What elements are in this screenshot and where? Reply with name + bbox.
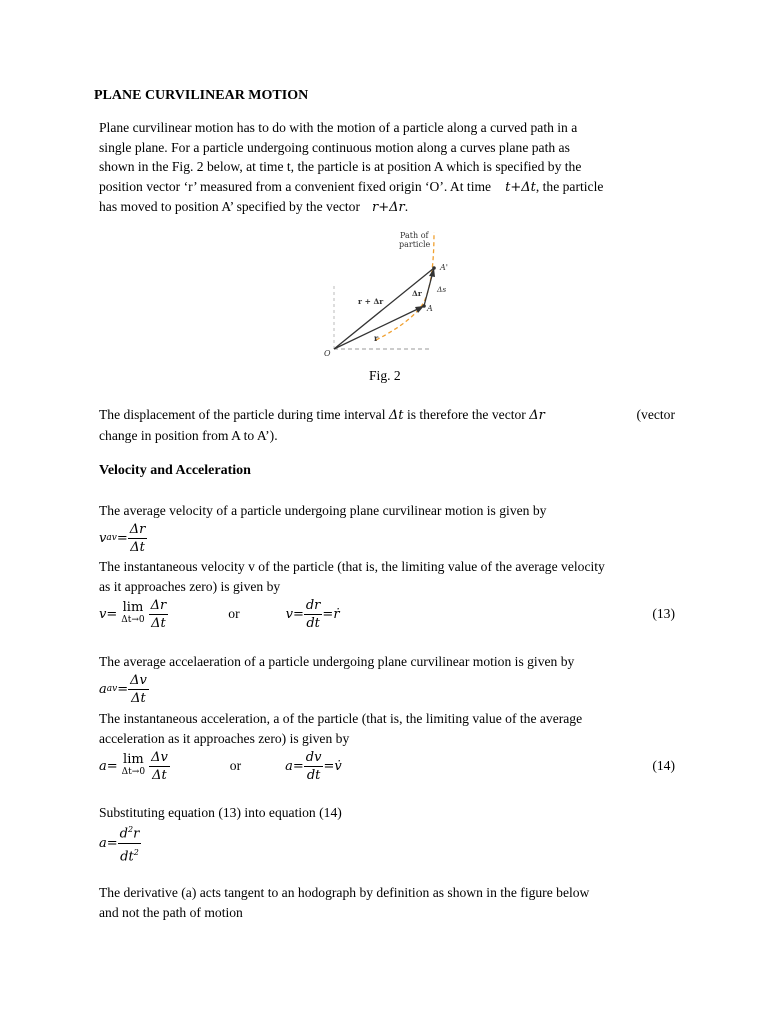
section-title: PLANE CURVILINEAR MOTION: [94, 88, 309, 103]
lim-text: lim: [123, 752, 144, 767]
eq-lhs: a: [99, 835, 107, 851]
numerator: Δv: [130, 672, 147, 688]
eq-lhs: a: [99, 758, 107, 774]
lim-sub: Δt→0: [121, 767, 146, 777]
text: (vector: [636, 407, 675, 422]
num-sup: 2: [128, 825, 134, 835]
label-A: A: [427, 304, 433, 313]
intro-text: , the particle: [535, 178, 604, 194]
inline-math: Δr: [529, 408, 545, 423]
or-word: or: [228, 606, 240, 621]
label-dr: Δr: [412, 289, 422, 298]
paragraph-line: and not the path of motion: [99, 904, 243, 920]
denominator: Δt: [151, 615, 166, 631]
denominator: Δt: [131, 690, 146, 706]
fraction: [304, 749, 324, 784]
numerator: Δr: [129, 521, 146, 537]
fraction: [118, 821, 142, 865]
paragraph-line: The instantaneous velocity v of the particle (that is, the limiting value of the average velocity: [99, 559, 605, 574]
text: is therefore the vector: [406, 407, 526, 422]
figure-caption: Fig. 2: [369, 368, 401, 383]
eq-lhs: a: [99, 681, 107, 697]
label-r-plus-dr: r + Δr: [358, 297, 384, 306]
label-r: r: [374, 333, 379, 343]
numerator: dv: [305, 749, 322, 765]
inst-velocity-paragraph: [99, 557, 675, 596]
equation-a-avg: a av = $\frac{\Delta v}{\Delta t}$: [99, 672, 147, 706]
numerator: Δr: [150, 597, 167, 613]
intro-text: position vector ‘r’ measured from a convenient fixed origin ‘O’. At time: [99, 178, 492, 194]
denominator: dt: [306, 615, 320, 631]
eq-lhs: v: [99, 530, 107, 546]
subheading: Velocity and Acceleration: [99, 463, 251, 478]
num-d: d: [119, 826, 128, 842]
fraction: [149, 597, 169, 632]
paragraph-line: The instantaneous acceleration, a of the particle (that is, the limiting value of the average: [99, 711, 583, 726]
label-A-prime: A': [440, 263, 448, 272]
lim-sub: Δt→0: [121, 615, 145, 625]
fraction: [304, 597, 323, 632]
fraction: [149, 749, 170, 784]
inline-math: Δt: [388, 408, 404, 423]
displacement-line: change in position from A to A’).: [99, 427, 278, 443]
point-A: [422, 304, 426, 308]
text: The displacement of the particle during time interval: [99, 407, 386, 422]
denominator: [118, 844, 141, 865]
eq-lhs: v: [285, 606, 293, 622]
eq-lhs: v: [99, 606, 107, 622]
intro-line: [99, 197, 675, 218]
den-sup: 2: [133, 847, 139, 857]
denominator: dt: [306, 767, 321, 783]
equation-second-derivative: a = $\frac{d^2r}{dt^2}$: [99, 824, 141, 862]
displacement-line: [99, 405, 675, 426]
fraction: [128, 521, 148, 556]
lim-text: lim: [122, 600, 144, 615]
inline-math: r+Δr: [372, 200, 405, 215]
intro-line: Plane curvilinear motion has to do with the motion of a particle along a curved path in a: [99, 120, 578, 135]
intro-paragraph: [99, 118, 675, 218]
denominator: Δt: [152, 767, 167, 783]
equation-v-avg: v av = $\frac{\Delta r}{\Delta t}$: [99, 521, 146, 555]
num-var: r: [133, 826, 140, 842]
eq-lhs: a: [285, 758, 293, 774]
intro-text: has moved to position A’ specified by the vector: [99, 199, 360, 214]
figure-2-diagram: [318, 226, 458, 358]
avg-velocity-text: The average velocity of a particle undergoing plane curvilinear motion is given by: [99, 503, 547, 518]
intro-line: [99, 177, 675, 198]
equation-14: a = lim Δt→0 $\frac{\Delta v}{\Delta t}$ or a = $\frac{dv}{dt}$ = v̇ (14): [99, 749, 675, 783]
fraction: [128, 672, 149, 707]
den-dt: dt: [120, 848, 134, 864]
eq-rhs: ṙ: [333, 606, 340, 622]
numerator: Δv: [151, 749, 168, 765]
point-A-prime: [432, 266, 436, 270]
limit: [122, 754, 145, 778]
numerator: dr: [305, 597, 321, 613]
displacement-paragraph: [99, 405, 675, 445]
denominator: Δt: [130, 539, 145, 555]
avg-accel-text: The average accelaeration of a particle undergoing plane curvilinear motion is given by: [99, 654, 575, 669]
substituting-text: Substituting equation (13) into equation (14): [99, 805, 342, 820]
path-label: particle: [399, 240, 431, 249]
inline-math: t+Δt: [505, 179, 536, 195]
intro-line: single plane. For a particle undergoing continuous motion along a curves plane path as: [99, 139, 570, 155]
label-ds: Δs: [437, 285, 447, 294]
label-O: O: [324, 349, 331, 358]
paragraph-line: acceleration as it approaches zero) is given by: [99, 730, 350, 746]
eq-sub: av: [106, 684, 118, 694]
equation-13: v = lim Δt→0 $\frac{\Delta r}{\Delta t}$ or v = $\frac{dr}{dt}$ = ṙ (13): [99, 597, 675, 631]
or-word: or: [229, 758, 242, 773]
path-label: Path of: [400, 231, 429, 240]
equation-number: (14): [652, 758, 675, 773]
paragraph-line: The derivative (a) acts tangent to an hodograph by definition as shown in the figure below: [99, 885, 590, 900]
equation-number: (13): [652, 606, 675, 621]
eq-rhs: v̇: [334, 758, 342, 774]
inst-accel-paragraph: [99, 709, 675, 748]
paragraph-line: as it approaches zero) is given by: [99, 578, 281, 594]
numerator: [118, 821, 142, 843]
text-run: [99, 405, 545, 426]
intro-text: .: [404, 199, 409, 214]
derivative-paragraph: [99, 883, 675, 922]
eq-sub: av: [106, 533, 117, 543]
intro-line: shown in the Fig. 2 below, at time t, the particle is at position A which is specified by the: [99, 159, 582, 174]
limit: [121, 602, 144, 626]
